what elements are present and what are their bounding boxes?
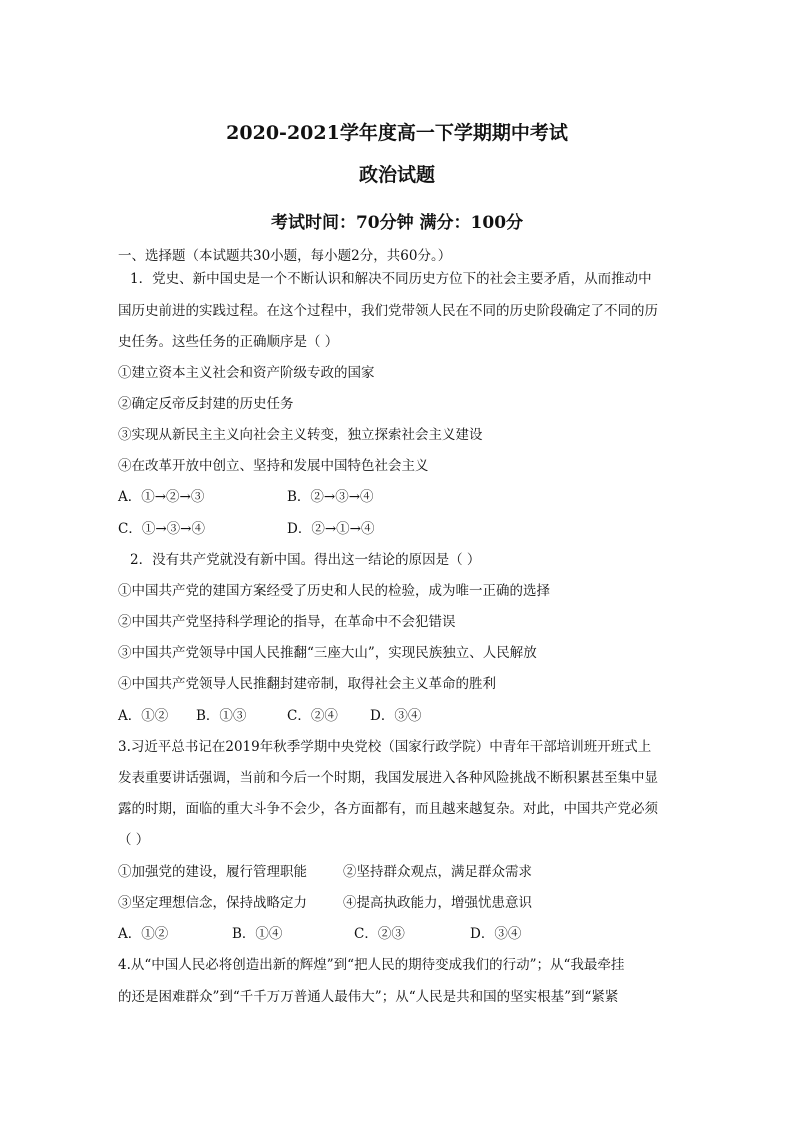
q4-stem-line-2: 的还是困难群众”到“千千万万普通人最伟大”；从“人民是共和国的坚实根基”到“紧紧: [118, 989, 619, 1005]
q2-item-4: ④中国共产党领导人民推翻封建帝制，取得社会主义革命的胜利: [118, 676, 496, 692]
q3-item-2: ②坚持群众观点，满足群众需求: [343, 864, 532, 880]
q2-option-c: C．②④: [287, 708, 338, 724]
q1-stem-line-3: 史任务。这些任务的正确顺序是（ ）: [118, 334, 339, 350]
q1-stem-line-1: 1．党史、新中国史是一个不断认识和解决不同历史方位下的社会主要矛盾，从而推动中: [130, 271, 652, 287]
q3-option-a: A．①②: [118, 926, 169, 942]
q3-stem-line-2: 发表重要讲话强调，当前和今后一个时期，我国发展进入各种风险挑战不断积累甚至集中显: [118, 770, 658, 786]
q3-stem-line-1: 3.习近平总书记在2019年秋季学期中央党校（国家行政学院）中青年干部培训班开班式上: [118, 739, 652, 755]
q3-item-3: ③坚定理想信念，保持战略定力: [118, 895, 307, 911]
section-heading: 一、选择题（本试题共30小题，每小题2分，共60分。）: [118, 248, 452, 264]
exam-info: 考试时间：70分钟 满分：100分: [270, 213, 524, 233]
q3-option-c: C．②③: [354, 926, 405, 942]
q2-item-2: ②中国共产党坚持科学理论的指导，在革命中不会犯错误: [118, 614, 456, 630]
q3-stem-line-3: 露的时期，面临的重大斗争不会少，各方面都有，而且越来越复杂。对此，中国共产党必须: [118, 801, 658, 817]
q1-item-2: ②确定反帝反封建的历史任务: [118, 396, 294, 412]
q1-item-1: ①建立资本主义社会和资产阶级专政的国家: [118, 365, 375, 381]
q2-stem: 2．没有共产党就没有新中国。得出这一结论的原因是（ ）: [130, 552, 481, 568]
q1-option-b: B．②→③→④: [287, 489, 374, 505]
q3-option-d: D．③④: [470, 926, 522, 942]
q3-item-4: ④提高执政能力，增强忧患意识: [343, 895, 532, 911]
q2-option-a: A．①②: [118, 708, 169, 724]
q1-item-4: ④在改革开放中创立、坚持和发展中国特色社会主义: [118, 458, 429, 474]
q2-option-b: B．①③: [196, 708, 247, 724]
q3-stem-line-4: （ ）: [118, 832, 150, 848]
q2-item-1: ①中国共产党的建国方案经受了历史和人民的检验，成为唯一正确的选择: [118, 583, 550, 599]
q2-item-3: ③中国共产党领导中国人民推翻“三座大山”，实现民族独立、人民解放: [118, 645, 537, 661]
q1-item-3: ③实现从新民主主义向社会主义转变，独立探索社会主义建设: [118, 427, 483, 443]
q1-option-a: A．①→②→③: [118, 489, 205, 505]
q3-option-b: B．①④: [232, 926, 283, 942]
q2-option-d: D．③④: [370, 708, 422, 724]
subject-title: 政治试题: [358, 164, 435, 186]
q3-item-1: ①加强党的建设，履行管理职能: [118, 864, 307, 880]
q1-option-d: D．②→①→④: [287, 521, 375, 537]
q1-option-c: C．①→③→④: [118, 521, 205, 537]
exam-title: 2020-2021学年度高一下学期期中考试: [226, 122, 568, 144]
q1-stem-line-2: 国历史前进的实践过程。在这个过程中，我们党带领人民在不同的历史阶段确定了不同的历: [118, 303, 658, 319]
q4-stem-line-1: 4.从“中国人民必将创造出新的辉煌”到“把人民的期待变成我们的行动”；从“我最牵挂: [118, 957, 625, 973]
